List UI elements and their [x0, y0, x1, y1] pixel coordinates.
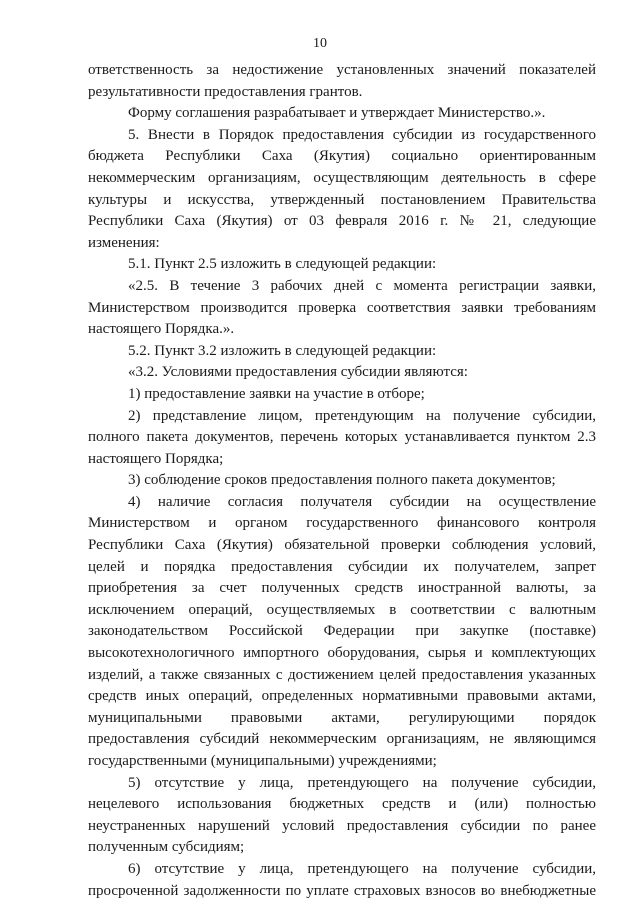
text-line: исключением операций, осуществляемых в соответствии с валютным: [88, 601, 596, 618]
text-line: 3) соблюдение сроков предоставления полного пакета документов;: [128, 472, 556, 489]
text-line: просроченной задолженности по уплате страховых взносов во внебюджетные: [88, 882, 596, 899]
text-line: 2) представление лицом, претендующим на получение субсидии,: [128, 407, 596, 424]
text-line: 4) наличие согласия получателя субсидии на осуществление: [128, 493, 596, 510]
text-line: неустраненных нарушений условий предоставления субсидии по ранее: [88, 817, 596, 834]
text-line: Форму соглашения разрабатывает и утверждает Министерство.».: [128, 105, 546, 122]
text-line: «3.2. Условиями предоставления субсидии являются:: [128, 364, 468, 381]
text-line: целей и порядка предоставления субсидии их получателем, запрет: [88, 558, 596, 575]
text-line: некоммерческим организациям, осуществляющим деятельность в сфере: [88, 169, 596, 186]
text-line: изменения:: [88, 234, 160, 251]
text-line: 6) отсутствие у лица, претендующего на получение субсидии,: [128, 860, 596, 877]
text-line: предоставления субсидий некоммерческим организациям, не являющимся: [88, 731, 596, 748]
text-line: законодательством Российской Федерации при закупке (поставке): [88, 623, 596, 640]
text-line: настоящего Порядка.».: [88, 321, 235, 338]
text-line: 5. Внести в Порядок предоставления субсидии из государственного: [128, 126, 596, 143]
text-line: бюджета Республики Саха (Якутия) социально ориентированным: [88, 148, 596, 165]
text-line: 1) предоставление заявки на участие в отборе;: [128, 385, 425, 402]
text-line: государственными (муниципальными) учреждениями;: [88, 753, 437, 769]
text-line: Республики Саха (Якутия) от 03 февраля 2016 г. № 21, следующие: [88, 213, 596, 230]
document-body: [88, 60, 596, 902]
text-line: 5) отсутствие у лица, претендующего на получение субсидии,: [128, 774, 596, 791]
text-line: 5.1. Пункт 2.5 изложить в следующей редакции:: [128, 256, 437, 273]
text-line: культуры и искусства, утвержденный постановлением Правительства: [88, 191, 596, 208]
text-line: ответственность за недостижение установленных значений показателей: [88, 62, 596, 78]
text-line: муниципальными правовыми актами, регулирующими порядок: [88, 709, 596, 726]
text-line: Министерством производится проверка соответствия заявки требованиям: [88, 299, 596, 316]
text-line: Министерством и органом государственного финансового контроля: [88, 515, 596, 532]
text-line: нецелевого использования бюджетных средств и (или) полностью: [88, 796, 596, 813]
text-line: настоящего Порядка;: [88, 450, 224, 467]
text-line: полного пакета документов, перечень которых устанавливается пунктом 2.3: [88, 429, 596, 446]
text-line: «2.5. В течение 3 рабочих дней с момента регистрации заявки,: [128, 277, 596, 294]
text-line: изделий, а также связанных с достижением целей предоставления указанных: [88, 666, 596, 683]
text-line: результативности предоставления грантов.: [88, 83, 363, 100]
text-line: 5.2. Пункт 3.2 изложить в следующей редакции:: [128, 342, 437, 359]
text-line: высокотехнологичного импортного оборудования, сырья и комплектующих: [88, 645, 596, 662]
text-line: средств иных операций, определенных нормативными правовыми актами,: [88, 688, 596, 705]
page-number: 10: [313, 36, 327, 51]
text-line: Республики Саха (Якутия) обязательной проверки соблюдения условий,: [88, 537, 596, 554]
text-line: полученным субсидиям;: [88, 839, 245, 856]
text-line: приобретения за счет полученных средств иностранной валюты, за: [88, 580, 596, 597]
